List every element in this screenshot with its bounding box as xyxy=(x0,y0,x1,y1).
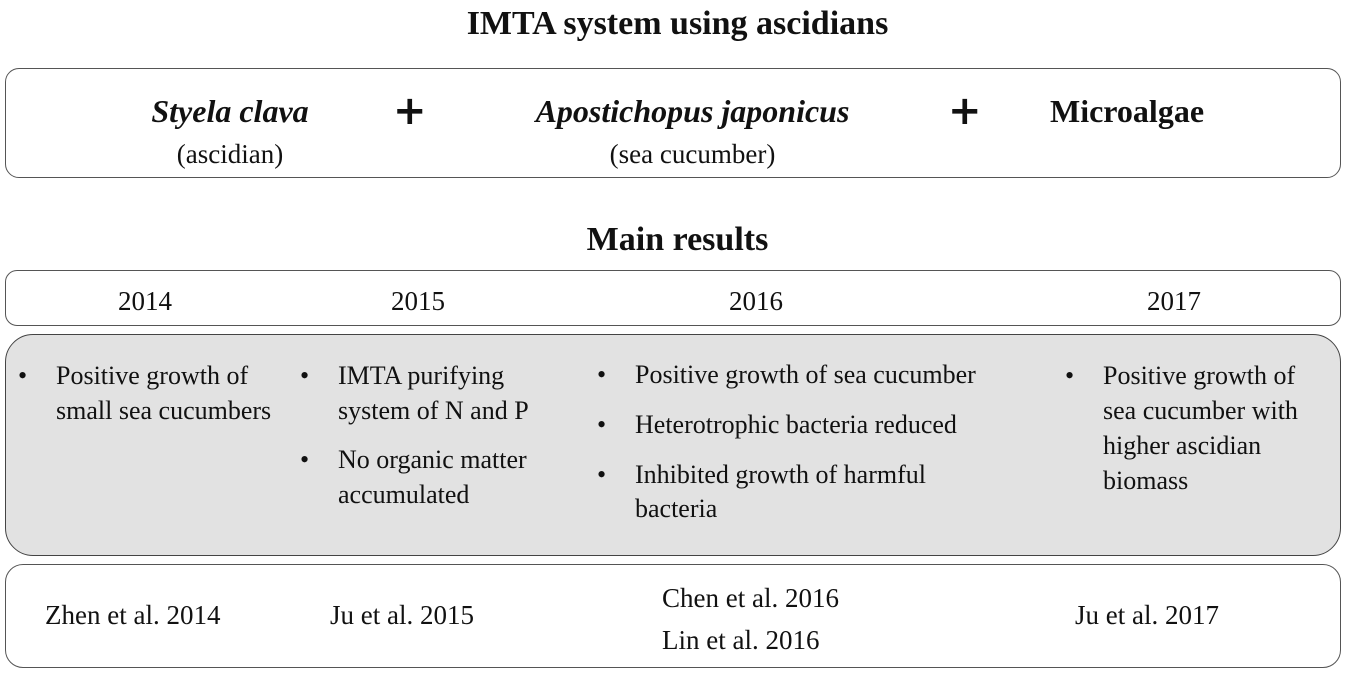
bullet-icon: • xyxy=(18,361,28,390)
year-2014: 2014 xyxy=(118,286,172,316)
species-styela-name: Styela clava xyxy=(151,93,309,129)
results-column-2014 xyxy=(18,358,288,442)
result-item: • Positive growth of small sea cucumbers xyxy=(18,358,288,428)
year-2015: 2015 xyxy=(391,286,445,316)
result-item: • IMTA purifying system of N and P xyxy=(300,358,565,428)
bullet-icon: • xyxy=(1065,361,1075,390)
plus-sign-2: + xyxy=(948,88,982,134)
result-item: • Positive growth of sea cucumber xyxy=(597,358,1037,392)
bullet-icon: • xyxy=(597,460,607,489)
species-apostichopus-common: (sea cucumber) xyxy=(609,139,776,169)
diagram-title: IMTA system using ascidians xyxy=(466,5,889,42)
bullet-icon: • xyxy=(597,410,607,439)
year-2016: 2016 xyxy=(729,286,783,316)
species-styela-common: (ascidian) xyxy=(176,139,284,169)
species-apostichopus-name: Apostichopus japonicus xyxy=(535,93,850,129)
bullet-icon: • xyxy=(300,361,310,390)
reference-2016-lin: Lin et al. 2016 xyxy=(662,625,820,655)
microalgae-label: Microalgae xyxy=(1050,93,1205,129)
results-column-2016 xyxy=(597,358,1037,540)
result-item: • No organic matter accumulated xyxy=(300,442,565,512)
result-item: • Positive growth of sea cucumber with higher ascidian biomass xyxy=(1065,358,1330,498)
main-results-title: Main results xyxy=(586,221,769,258)
plus-sign-1: + xyxy=(393,88,427,134)
reference-2017: Ju et al. 2017 xyxy=(1075,600,1219,630)
reference-2014: Zhen et al. 2014 xyxy=(45,600,221,630)
year-2017: 2017 xyxy=(1147,286,1201,316)
result-item: • Heterotrophic bacteria reduced xyxy=(597,408,1037,442)
reference-2015: Ju et al. 2015 xyxy=(330,600,474,630)
bullet-icon: • xyxy=(597,360,607,389)
bullet-icon: • xyxy=(300,445,310,474)
results-column-2015 xyxy=(300,358,565,526)
reference-2016-chen: Chen et al. 2016 xyxy=(662,583,839,613)
result-item: • Inhibited growth of harmful bacteria xyxy=(597,460,926,523)
results-column-2017 xyxy=(1065,358,1330,512)
